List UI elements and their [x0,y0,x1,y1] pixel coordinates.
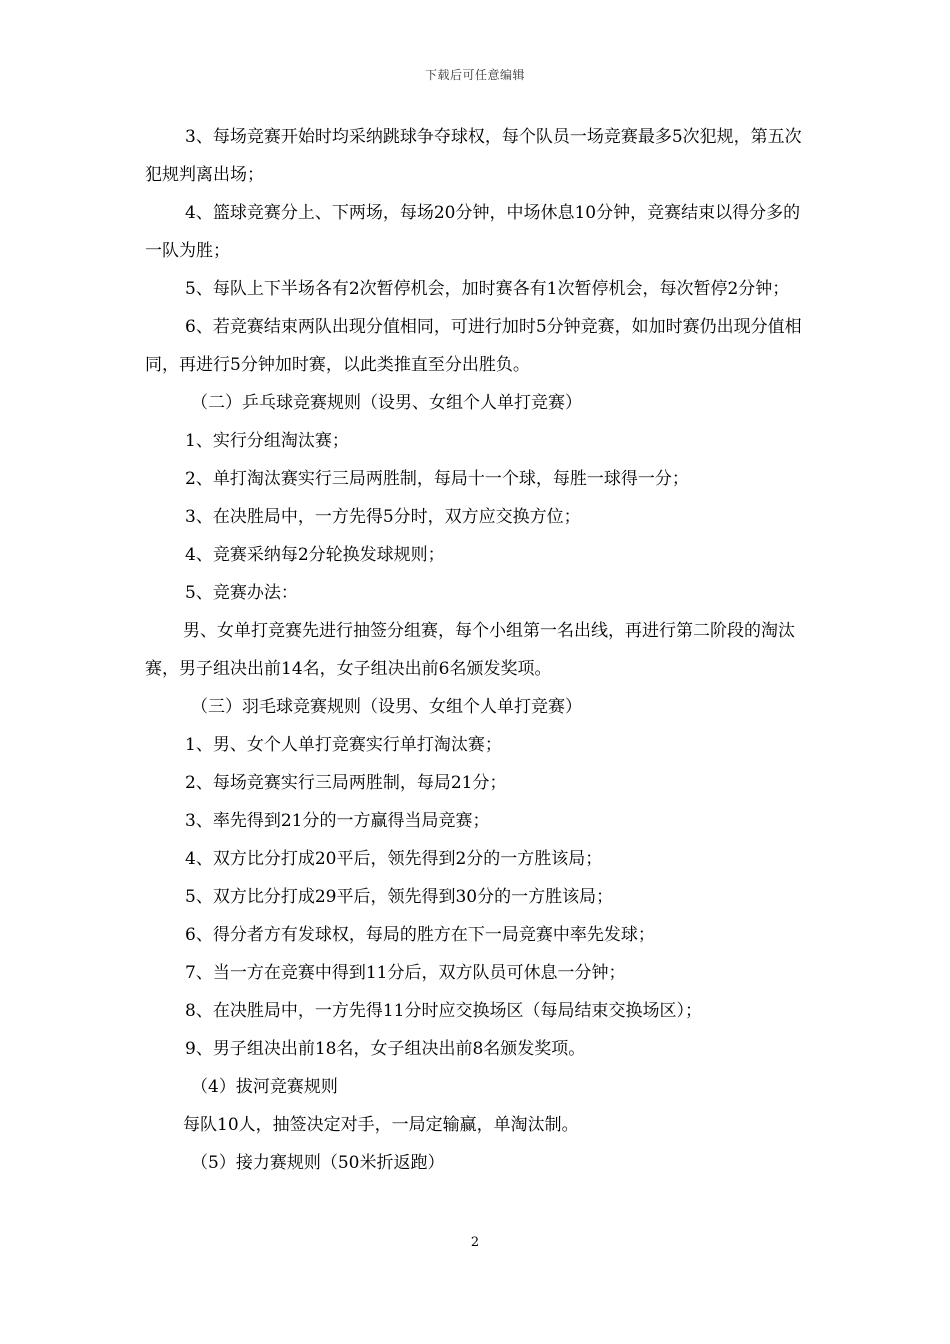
document-body [145,118,810,1182]
page-number: 2 [470,1235,480,1250]
paragraph: 6、得分者方有发球权，每局的胜方在下一局竞赛中率先发球； [185,925,655,945]
paragraph: 1、实行分组淘汰赛； [185,431,349,451]
paragraph: 每队10人，抽签决定对手，一局定输赢，单淘汰制。 [183,1115,579,1135]
paragraph: 5、竞赛办法： [185,583,298,603]
paragraph: 4、双方比分打成20平后，领先得到2分的一方胜该局； [185,849,603,869]
paragraph: 男、女单打竞赛先进行抽签分组赛，每个小组第一名出线，再进行第二阶段的淘汰赛，男子组决出前14名，女子组决出前6名颁发奖项。 [145,621,795,679]
paragraph: （三）羽毛球竞赛规则（设男、女组个人单打竞赛） [191,697,582,717]
paragraph: （二）乒乓球竞赛规则（设男、女组个人单打竞赛） [191,393,582,413]
paragraph: 9、男子组决出前18名，女子组决出前8名颁发奖项。 [185,1039,586,1059]
paragraph: 3、率先得到21分的一方赢得当局竞赛； [185,811,490,831]
paragraph: 1、男、女个人单打竞赛实行单打淘汰赛； [185,735,502,755]
paragraph: （5）接力赛规则（50米折返跑） [191,1153,445,1173]
paragraph: 4、竞赛采纳每2分轮换发球规则； [185,545,445,565]
paragraph: 8、在决胜局中，一方先得11分时应交换场区（每局结束交换场区）； [185,1001,702,1021]
paragraph: 5、双方比分打成29平后，领先得到30分的一方胜该局； [185,887,614,907]
paragraph: （4）拔河竞赛规则 [191,1077,338,1097]
paragraph: 3、每场竞赛开始时均采纳跳球争夺球权，每个队员一场竞赛最多5次犯规，第五次犯规判离出场； [145,127,802,185]
paragraph: 2、单打淘汰赛实行三局两胜制，每局十一个球，每胜一球得一分； [185,469,689,489]
paragraph: 5、每队上下半场各有2次暂停机会，加时赛各有1次暂停机会，每次暂停2分钟； [185,279,790,299]
paragraph: 6、若竞赛结束两队出现分值相同，可进行加时5分钟竞赛，如加时赛仍出现分值相同，再进行5分钟加时赛，以此类推直至分出胜负。 [145,317,802,375]
paragraph: 4、篮球竞赛分上、下两场，每场20分钟，中场休息10分钟，竞赛结束以得分多的一队为胜； [145,203,801,261]
paragraph: 2、每场竞赛实行三局两胜制，每局21分； [185,773,507,793]
paragraph: 7、当一方在竞赛中得到11分后，双方队员可休息一分钟； [185,963,626,983]
paragraph: 3、在决胜局中，一方先得5分时，双方应交换方位； [185,507,581,527]
page-header: 下载后可任意编辑 [424,68,525,82]
